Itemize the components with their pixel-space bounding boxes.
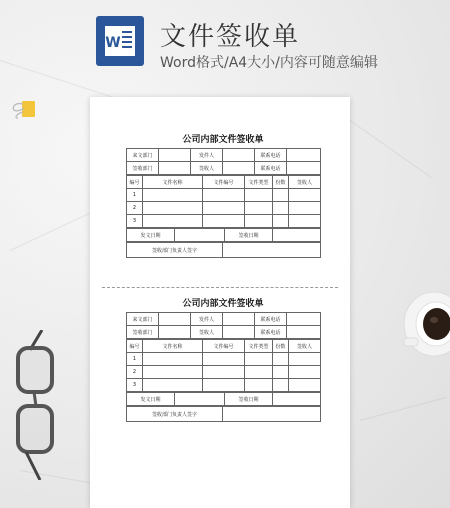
column-header: 文件名称	[143, 176, 203, 189]
table-cell[interactable]	[175, 229, 225, 242]
table-cell: 联系电话	[255, 326, 287, 339]
column-header: 编号	[127, 340, 143, 353]
table-cell[interactable]	[289, 366, 321, 379]
table-cell[interactable]	[245, 379, 273, 392]
page-subtitle: Word格式/A4大小/内容可随意编辑	[160, 55, 378, 71]
table-cell: 签收部门	[127, 326, 159, 339]
column-header: 签收人	[289, 176, 321, 189]
table-cell[interactable]	[245, 189, 273, 202]
table-cell[interactable]	[203, 353, 245, 366]
table-cell[interactable]	[289, 202, 321, 215]
table-cell: 签收部门负责人签字	[127, 407, 223, 422]
word-icon-letter: W	[105, 35, 121, 51]
row-number: 2	[127, 366, 143, 379]
table-row	[127, 215, 321, 228]
table-cell[interactable]	[273, 229, 321, 242]
table-cell: 来文部门	[127, 149, 159, 162]
table-cell[interactable]	[287, 313, 321, 326]
table-row	[127, 366, 321, 379]
table-row	[127, 326, 321, 339]
table-cell[interactable]	[289, 353, 321, 366]
form-table-dates	[126, 392, 321, 406]
table-cell: 签收部门	[127, 162, 159, 175]
form-table-signature	[126, 242, 321, 258]
table-row	[127, 313, 321, 326]
table-cell[interactable]	[289, 189, 321, 202]
row-number: 3	[127, 215, 143, 228]
form-table-signature	[126, 406, 321, 422]
marble-vein	[10, 212, 92, 251]
column-header: 份数	[273, 340, 289, 353]
table-cell[interactable]	[143, 189, 203, 202]
table-cell[interactable]	[287, 326, 321, 339]
marble-vein	[350, 120, 432, 178]
form-table-items	[126, 339, 321, 392]
column-header: 份数	[273, 176, 289, 189]
table-cell: 联系电话	[255, 149, 287, 162]
table-cell: 签收日期	[225, 229, 273, 242]
table-row	[127, 202, 321, 215]
table-cell[interactable]	[203, 366, 245, 379]
table-cell[interactable]	[245, 202, 273, 215]
table-cell[interactable]	[143, 379, 203, 392]
table-header-row	[127, 176, 321, 189]
form-table-items	[126, 175, 321, 228]
table-cell[interactable]	[143, 202, 203, 215]
cut-line	[102, 287, 338, 288]
table-cell[interactable]	[223, 243, 321, 258]
table-cell: 发件人	[191, 149, 223, 162]
column-header: 文件类型	[245, 176, 273, 189]
table-row	[127, 379, 321, 392]
table-cell[interactable]	[203, 202, 245, 215]
table-cell[interactable]	[143, 353, 203, 366]
table-cell[interactable]	[223, 149, 255, 162]
table-cell[interactable]	[159, 162, 191, 175]
table-cell[interactable]	[287, 149, 321, 162]
table-row	[127, 243, 321, 258]
table-cell[interactable]	[223, 407, 321, 422]
table-cell[interactable]	[223, 313, 255, 326]
sign-form-1	[126, 132, 320, 258]
table-row	[127, 189, 321, 202]
binder-clip-icon	[10, 98, 36, 120]
table-cell[interactable]	[245, 366, 273, 379]
table-cell[interactable]	[273, 353, 289, 366]
table-cell[interactable]	[289, 215, 321, 228]
column-header: 签收人	[289, 340, 321, 353]
marble-vein	[360, 397, 447, 421]
table-cell: 联系电话	[255, 313, 287, 326]
table-cell: 签收人	[191, 326, 223, 339]
row-number: 3	[127, 379, 143, 392]
table-row	[127, 407, 321, 422]
table-cell[interactable]	[159, 313, 191, 326]
form-table-header	[126, 312, 321, 339]
sign-form-2	[126, 296, 320, 422]
column-header: 文件类型	[245, 340, 273, 353]
table-cell: 签收日期	[225, 393, 273, 406]
form-table-dates	[126, 228, 321, 242]
page-title: 文件签收单	[160, 22, 301, 52]
form-title: 公司内部文件签收单	[182, 299, 264, 309]
table-row	[127, 353, 321, 366]
table-cell: 发文日期	[127, 393, 175, 406]
table-cell[interactable]	[159, 149, 191, 162]
table-cell: 联系电话	[255, 162, 287, 175]
form-table-header	[126, 148, 321, 175]
table-cell[interactable]	[223, 326, 255, 339]
table-cell: 来文部门	[127, 313, 159, 326]
column-header: 文件编号	[203, 176, 245, 189]
table-cell[interactable]	[143, 215, 203, 228]
table-cell[interactable]	[203, 189, 245, 202]
table-cell[interactable]	[289, 379, 321, 392]
table-cell: 发文日期	[127, 229, 175, 242]
header	[96, 14, 436, 74]
table-cell[interactable]	[287, 162, 321, 175]
column-header: 文件名称	[143, 340, 203, 353]
row-number: 1	[127, 353, 143, 366]
table-cell[interactable]	[143, 366, 203, 379]
table-cell[interactable]	[273, 393, 321, 406]
table-cell[interactable]	[203, 215, 245, 228]
table-cell[interactable]	[203, 379, 245, 392]
table-cell[interactable]	[245, 353, 273, 366]
table-cell: 签收部门负责人签字	[127, 243, 223, 258]
table-cell[interactable]	[273, 379, 289, 392]
row-number: 1	[127, 189, 143, 202]
table-row	[127, 229, 321, 242]
table-cell: 签收人	[191, 162, 223, 175]
table-header-row	[127, 340, 321, 353]
column-header: 文件编号	[203, 340, 245, 353]
table-cell[interactable]	[273, 366, 289, 379]
table-cell: 发件人	[191, 313, 223, 326]
table-row	[127, 149, 321, 162]
form-title: 公司内部文件签收单	[182, 135, 264, 145]
glasses-icon	[0, 330, 70, 480]
table-cell[interactable]	[273, 215, 289, 228]
table-cell[interactable]	[159, 326, 191, 339]
coffee-cup-icon	[394, 280, 450, 360]
table-cell[interactable]	[273, 189, 289, 202]
column-header: 编号	[127, 176, 143, 189]
table-cell[interactable]	[273, 202, 289, 215]
table-cell[interactable]	[223, 162, 255, 175]
table-cell[interactable]	[175, 393, 225, 406]
row-number: 2	[127, 202, 143, 215]
table-cell[interactable]	[245, 215, 273, 228]
word-document-icon	[96, 16, 144, 66]
table-row	[127, 393, 321, 406]
document-page	[90, 97, 350, 508]
table-row	[127, 162, 321, 175]
